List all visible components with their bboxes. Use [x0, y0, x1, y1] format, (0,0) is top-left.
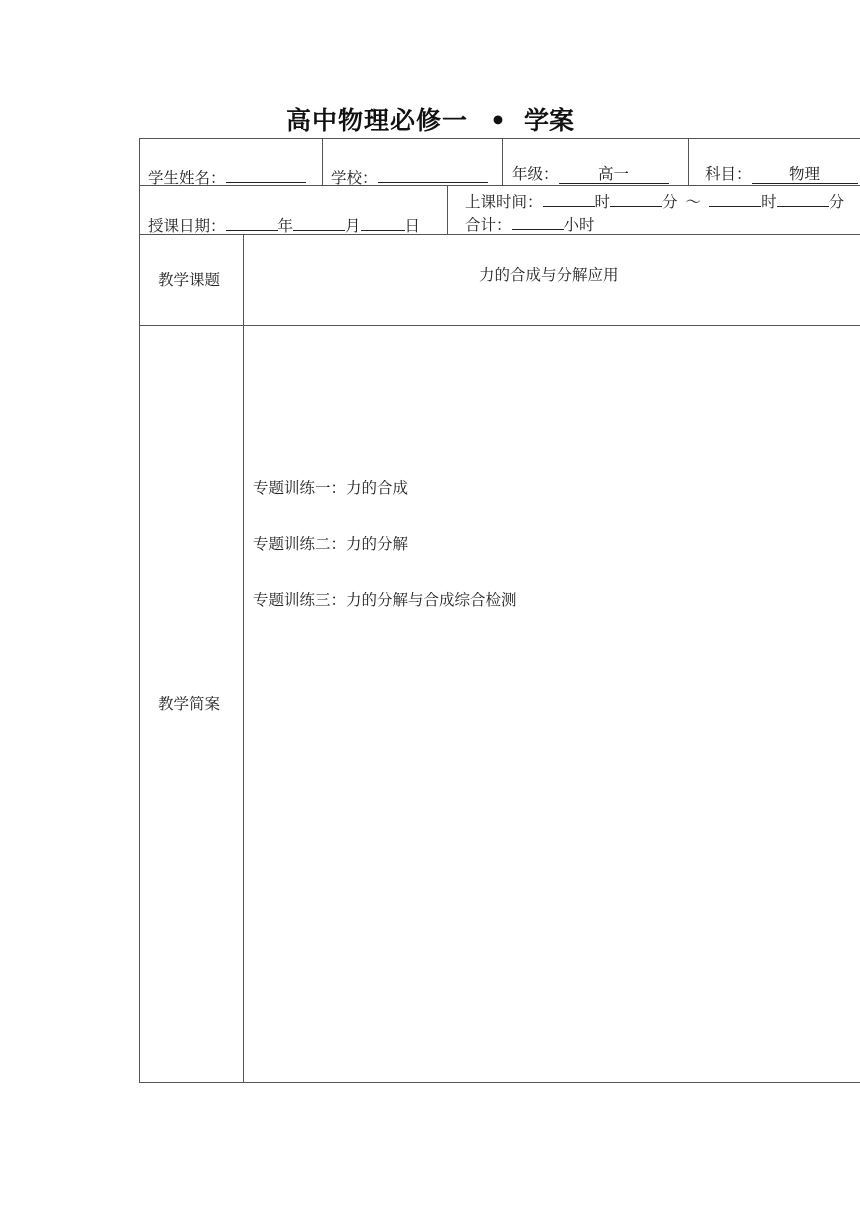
table-border-top	[139, 138, 860, 139]
header-divider-1	[322, 138, 323, 185]
school-input[interactable]	[378, 164, 488, 183]
table-border-left	[139, 138, 140, 1083]
start-hour-input[interactable]	[543, 188, 595, 207]
total-hours-unit: 小时	[563, 216, 595, 234]
header-divider-2	[502, 138, 503, 185]
plan-item: 专题训练一：力的合成	[253, 479, 409, 497]
class-time-field	[465, 188, 844, 212]
title-main: 高中物理必修一	[285, 106, 468, 135]
start-hour-unit: 时	[594, 193, 611, 211]
plan-item: 专题训练三：力的分解与合成综合检测	[253, 591, 517, 609]
start-minute-unit: 分	[662, 193, 678, 211]
date-row-divider	[447, 185, 448, 234]
end-minute-unit: 分	[828, 193, 845, 211]
month-unit: 月	[345, 217, 361, 235]
student-name-input[interactable]	[226, 164, 306, 183]
subject-field	[705, 164, 858, 184]
subject-input[interactable]: 物理	[752, 165, 858, 184]
month-input[interactable]	[293, 212, 345, 231]
grade-label: 年级：	[512, 165, 559, 183]
lesson-date-label: 授课日期：	[148, 217, 226, 235]
class-time-label: 上课时间：	[465, 193, 543, 211]
year-unit: 年	[277, 217, 294, 235]
end-hour-input[interactable]	[709, 188, 761, 207]
school-label: 学校：	[331, 169, 378, 187]
time-range-separator: ～	[685, 193, 702, 211]
grade-input[interactable]: 高一	[559, 165, 669, 184]
table-row-divider-3	[139, 325, 860, 326]
topic-label: 教学课题	[158, 271, 221, 289]
end-hour-unit: 时	[761, 193, 777, 211]
total-hours-field	[465, 211, 595, 235]
title-sub: 学案	[523, 106, 574, 135]
label-column-divider	[243, 234, 244, 1083]
school-field	[331, 164, 488, 188]
topic-value: 力的合成与分解应用	[479, 266, 619, 284]
plan-item: 专题训练二：力的分解	[253, 535, 409, 553]
document-title	[0, 104, 860, 138]
title-separator: •	[490, 106, 506, 135]
start-minute-input[interactable]	[610, 188, 662, 207]
year-input[interactable]	[226, 212, 278, 231]
subject-label: 科目：	[705, 165, 752, 183]
student-name-label: 学生姓名：	[148, 169, 226, 187]
end-minute-input[interactable]	[777, 188, 829, 207]
day-input[interactable]	[361, 212, 405, 231]
total-hours-input[interactable]	[512, 211, 564, 230]
lesson-date-field	[148, 212, 420, 236]
student-name-field	[148, 164, 306, 188]
day-unit: 日	[404, 217, 421, 235]
grade-field	[512, 164, 669, 184]
total-hours-label: 合计：	[465, 216, 512, 234]
table-border-bottom	[139, 1082, 860, 1083]
plan-label: 教学简案	[158, 695, 221, 713]
header-divider-3	[688, 138, 689, 185]
